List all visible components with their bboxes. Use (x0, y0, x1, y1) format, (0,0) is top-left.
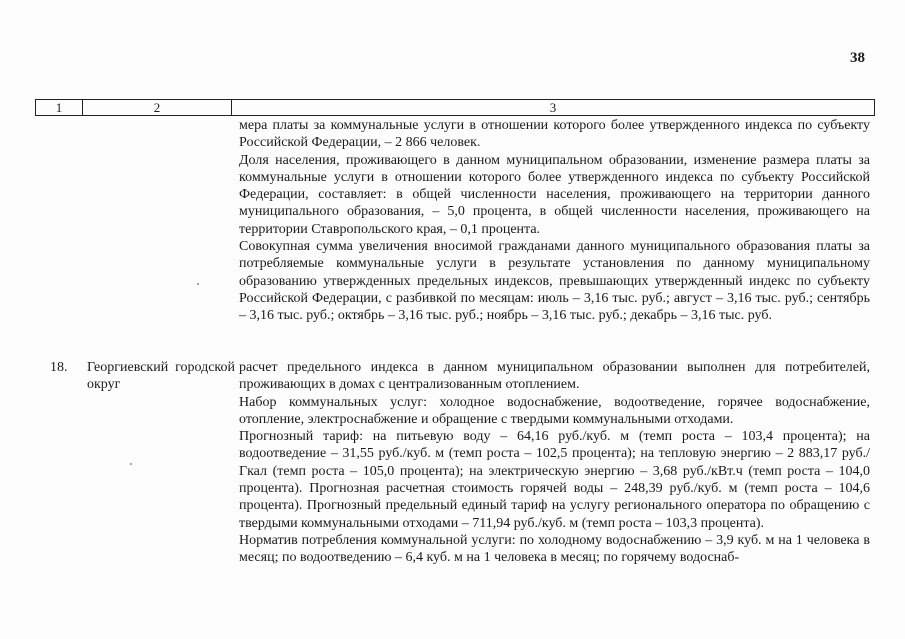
column-2-header: 2 (83, 100, 232, 115)
table-column-header (35, 99, 875, 116)
continuation-text (239, 117, 870, 325)
municipality-name: Георгиевский городской округ (87, 360, 235, 393)
row-18-paragraph-3: Прогнозный тариф: на питьевую воду – 64,16 руб./куб. м (темп роста – 103,4 процента); на водоотведение – 31,55 руб./куб. м (темп роста – 102,5 процента); на тепловую энергию – 2 883,17 руб./Гкал (темп роста – 105,0 процента); на электрическую энергию – 3,68 руб./кВт.ч (темп роста – 104,0 процента). Прогнозная расчетная стоимость горячей воды – 248,39 руб./куб. м (темп роста – 104,6 процента). Прогнозный предельный единый тариф на услугу регионального оператора по обращению с твердыми коммунальными отходами – 711,94 руб./куб. м (темп роста – 103,3 процента). (239, 429, 870, 531)
row-number: 18. (50, 360, 68, 375)
row-18-paragraph-4: Норматив потребления коммунальной услуги: по холодному водоснабжению – 3,9 куб. м на 1 человека в месяц; по водоотведению – 6,4 куб. м на 1 человека в месяц; по горячему водоснаб- (239, 532, 870, 566)
column-1-header: 1 (36, 100, 83, 115)
column-3-header: 3 (549, 100, 557, 115)
continuation-paragraph-1: мера платы за коммунальные услуги в отношении которого более утвержденного индекса по субъекту Российской Федерации, – 2 866 человек. (239, 118, 870, 151)
page-number: 38 (850, 50, 865, 66)
row-18-paragraph-2: Набор коммунальных услуг: холодное водоснабжение, водоотведение, горячее водоснабжение, отопление, электроснабжение и обращение с твердыми коммунальными отходами. (239, 394, 870, 427)
continuation-paragraph-2: Доля населения, проживающего в данном муниципальном образовании, изменение размера платы за коммунальные услуги в отношении которого более утвержденного индекса по субъекту Российской Федерации, составляет: в общей численности населения, проживающего на территории данного муниципального образования, – 5,0 процента, в общей численности населения, проживающего на территории Ставропольского края, – 0,1 процента. (239, 152, 870, 237)
row-18-paragraph-1: расчет предельного индекса в данном муниципальном образовании выполнен для потребителей, проживающих в домах с централизованным отоплением. (239, 360, 870, 393)
continuation-paragraph-3: Совокупная сумма увеличения вносимой гражданами данного муниципального образования платы за потребляемые коммунальные услуги в результате установления по данному муниципальному образованию утвержденных предельных индексов, превышающих утвержденный индекс по субъекту Российской Федерации, с разбивкой по месяцам: июль – 3,16 тыс. руб.; август – 3,16 тыс. руб.; сентябрь – 3,16 тыс. руб.; октябрь – 3,16 тыс. руб.; ноябрь – 3,16 тыс. руб.; декабрь – 3,16 тыс. руб. (239, 239, 870, 324)
scan-speck (130, 463, 132, 465)
row-18-description (239, 359, 870, 567)
scan-speck (197, 283, 199, 285)
